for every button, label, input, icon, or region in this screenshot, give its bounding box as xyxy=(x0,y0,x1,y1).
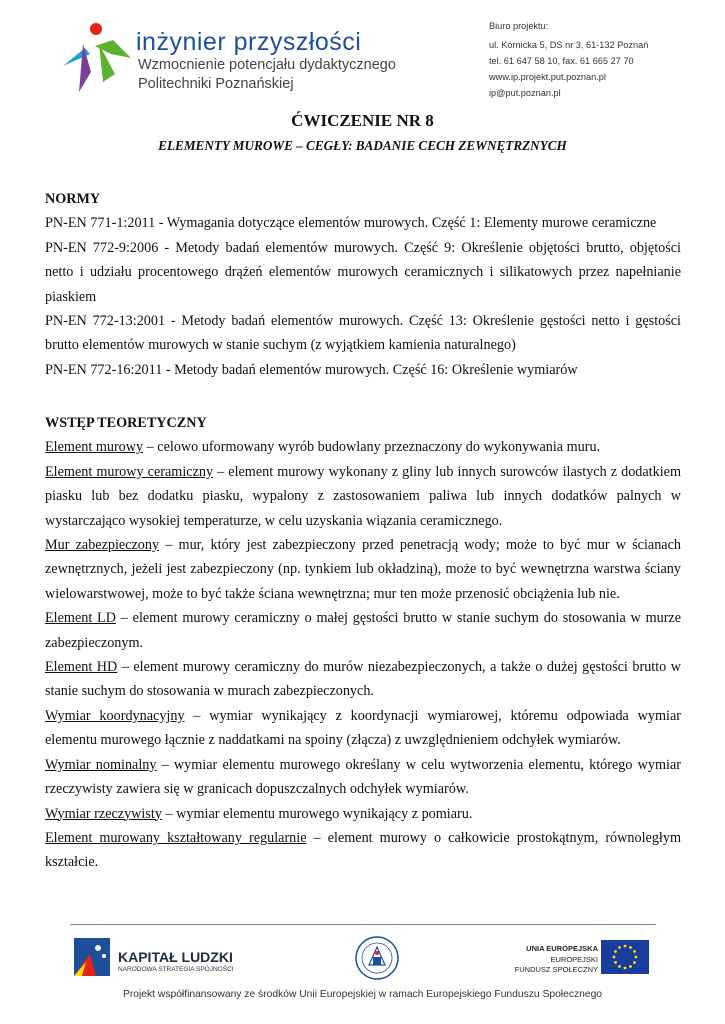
definition xyxy=(45,655,681,704)
norm-item: PN-EN 772-13:2001 - Metody badań elementów murowych. Część 13: Określenie gęstości netto i gęstości brutto elementów murowych w stanie suchym (z wyjątkiem kamienia naturalnego) xyxy=(45,313,681,354)
definition-text: – element murowy wykonany z gliny lub innych surowców ilastych z dodatkiem piasku lub bez dodatku piasku, wypalony z zastosowaniem paliwa lub innych dodatków palnych w wystarczająco wysokiej temperaturze, w celu uzyskania wiązania ceramicznego. xyxy=(45,463,681,529)
footer-cofinancing-note: Projekt współfinansowany ze środków Unii Europejskiej w ramach Europejskiego Funduszu Społecznego xyxy=(122,989,603,1000)
university-seal-icon xyxy=(354,935,400,981)
definition-term: Element murowy ceramiczny xyxy=(45,463,214,480)
brand-subtitle-line-1: Wzmocnienie potencjału dydaktycznego xyxy=(138,57,396,73)
brand-title: inżynier przyszłości xyxy=(136,28,362,56)
definition xyxy=(45,460,681,533)
definition-text: – element murowy ceramiczny o małej gęstości brutto w stanie suchym do stosowania w murze zabezpieczonym. xyxy=(45,610,682,651)
page-title: ĆWICZENIE NR 8 xyxy=(291,111,434,130)
brand-subtitle-line-2: Politechniki Poznańskiej xyxy=(138,76,294,92)
contact-office-label: Biuro projektu: xyxy=(489,21,549,31)
eu-label-line-2: EUROPEJSKI xyxy=(550,955,598,964)
definition xyxy=(45,753,681,802)
definition-term: Element LD xyxy=(45,610,116,627)
definition-text: – wymiar wynikający z koordynacji wymiarowej, któremu odpowiada wymiar elementu murowego łącznie z naddatkami na spoiny (złącza) z uwzględnieniem odchyłek wymiarów. xyxy=(45,707,681,749)
definition-term: Wymiar koordynacyjny xyxy=(45,707,185,724)
norm-item: PN-EN 772-9:2006 - Metody badań elementów murowych. Część 9: Określenie objętości brutto, objętości netto i udziału procentowego drążeń elementów murowych ceramicznych i silikatowych przez napełnianie piaskiem xyxy=(45,239,681,305)
definition xyxy=(45,533,681,606)
contact-email[interactable]: ip@put.poznan.pl xyxy=(489,88,561,98)
norms-section xyxy=(45,187,681,382)
eu-label-line-3: FUNDUSZ SPOŁECZNY xyxy=(514,965,598,974)
norm-item: PN-EN 771-1:2011 - Wymagania dotyczące elementów murowych. Część 1: Elementy murowe ceramiczne xyxy=(45,215,657,232)
definition xyxy=(45,435,681,459)
definition xyxy=(45,704,681,753)
definition-text: – celowo uformowany wyrób budowlany przeznaczony do wykonywania muru. xyxy=(143,439,601,456)
definition-term: Mur zabezpieczony xyxy=(45,537,160,554)
definition xyxy=(45,802,681,826)
kapital-ludzki-title: KAPITAŁ LUDZKI xyxy=(118,949,233,965)
inzynier-przyszlosci-logo-icon xyxy=(55,20,135,100)
definition-text: – wymiar elementu murowego wynikający z pomiaru. xyxy=(161,805,473,822)
norms-heading: NORMY xyxy=(45,191,101,207)
definition-text: – element murowy o całkowicie prostokątnym, równoległym kształcie. xyxy=(45,829,681,871)
definition-term: Element murowany kształtowany regularnie xyxy=(45,829,307,846)
definition-term: Element HD xyxy=(45,659,118,676)
definition-text: – mur, który jest zabezpieczony przed penetracją wody; może to być mur w ścianach zewnętrznych, jeżeli jest zabezpieczony (np. tynkiem lub okładziną), może to być wewnętrzna warstwa ściany wielowarstwowej, może to być także ściana wewnętrzna; mur ten może przenosić obciążenia lub nie. xyxy=(45,537,681,602)
theory-section xyxy=(45,411,681,875)
definition-term: Element murowy xyxy=(45,439,144,456)
kapital-ludzki-subtitle: NARODOWA STRATEGIA SPÓJNOŚCI xyxy=(118,966,234,973)
theory-heading: WSTĘP TEORETYCZNY xyxy=(45,415,207,431)
definition-term: Wymiar nominalny xyxy=(45,756,157,773)
definition xyxy=(45,826,681,875)
contact-phone: tel. 61 647 58 10, fax. 61 665 27 70 xyxy=(489,56,634,66)
eu-flag-icon xyxy=(601,940,649,974)
eu-label-line-1: UNIA EUROPEJSKA xyxy=(526,944,598,953)
norm-item: PN-EN 772-16:2011 - Metody badań elementów murowych. Część 16: Określenie wymiarów xyxy=(45,361,578,378)
definition xyxy=(45,606,681,655)
footer-divider xyxy=(70,924,656,925)
contact-website[interactable]: www.ip.projekt.put.poznan.pl xyxy=(489,72,606,82)
definition-term: Wymiar rzeczywisty xyxy=(45,805,162,822)
definition-text: – wymiar elementu murowego określany w celu wytworzenia elementu, którego wymiar rzeczywisty zawiera się w granicach dopuszczalnych odchyłek wymiarów. xyxy=(45,756,681,798)
kapital-ludzki-logo-icon xyxy=(72,936,114,980)
page-subtitle: ELEMENTY MUROWE – CEGŁY: BADANIE CECH ZEWNĘTRZNYCH xyxy=(158,138,567,153)
definition-text: – element murowy ceramiczny do murów niezabezpieczonych, a także o dużej gęstości brutto w stanie suchym do stosowania w murach zabezpieczonych. xyxy=(45,659,682,700)
contact-address: ul. Kórnicka 5, DS nr 3, 61-132 Poznań xyxy=(489,40,649,50)
